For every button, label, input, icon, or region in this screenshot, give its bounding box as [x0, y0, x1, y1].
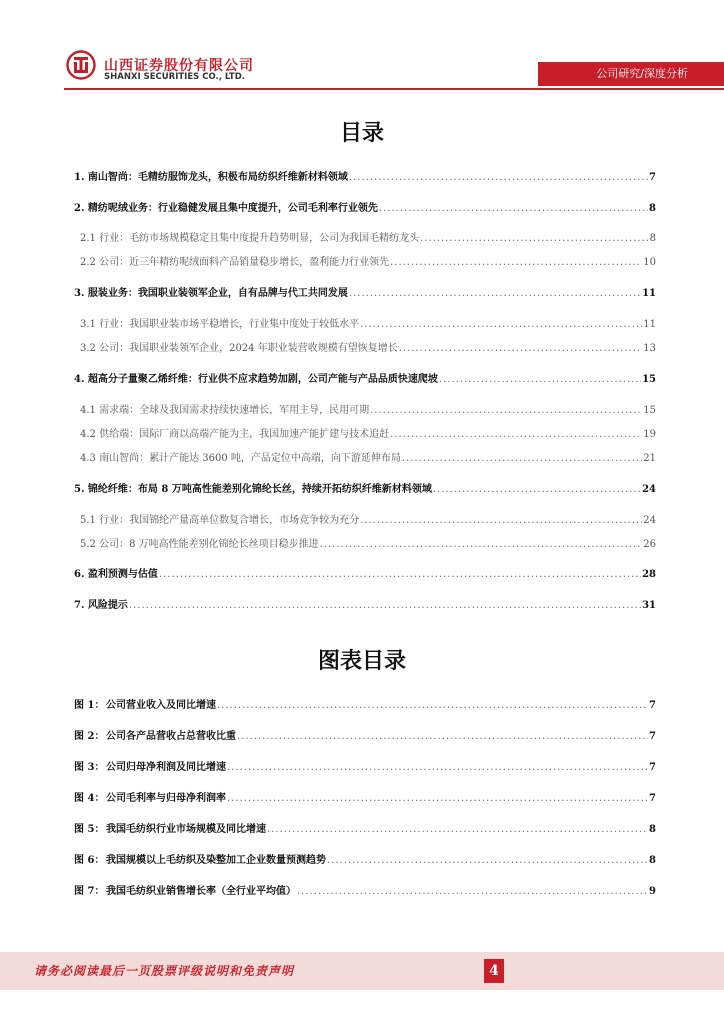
- figure-item-page: 7: [649, 762, 656, 773]
- toc-item-4-2[interactable]: [80, 426, 656, 440]
- figure-number: 图 4：: [74, 793, 105, 804]
- figure-item-7[interactable]: [74, 883, 656, 897]
- toc-item-page: 15: [643, 405, 656, 416]
- toc-leader-dots: [390, 257, 642, 268]
- figure-number: 图 1：: [74, 700, 105, 711]
- toc-item-page: 31: [642, 600, 656, 611]
- figure-item-page: 8: [649, 824, 656, 835]
- figure-item-label: [74, 727, 236, 742]
- toc-leader-dots: [227, 762, 648, 773]
- figure-caption: 公司各产品营收占总营收比重: [106, 731, 236, 742]
- toc-item-5[interactable]: [74, 481, 656, 495]
- toc-leader-dots: [129, 600, 641, 611]
- toc-leader-dots: [349, 172, 648, 183]
- toc-item-page: 7: [649, 172, 656, 183]
- page-number: 4: [484, 959, 504, 983]
- figure-caption: 我国毛纺织行业市场规模及同比增速: [106, 824, 266, 835]
- toc-item-label: 4.3 南山智尚：累计产能达 3600 吨，产品定位中高端，向下游延伸布局: [80, 453, 401, 464]
- figure-item-label: [74, 758, 226, 773]
- toc-item-page: 8: [649, 233, 656, 244]
- toc-item-1[interactable]: [74, 169, 656, 183]
- toc-leader-dots: [217, 700, 648, 711]
- toc-item-page: 24: [643, 515, 656, 526]
- toc-item-page: 11: [643, 319, 656, 330]
- figure-item-6[interactable]: [74, 852, 656, 866]
- company-logo-icon: [66, 50, 96, 80]
- toc-item-label: 2.1 行业：毛纺市场规模稳定且集中度提升趋势明显，公司为我国毛精纺龙头: [80, 233, 420, 244]
- toc-leader-dots: [379, 203, 648, 214]
- toc-item-3[interactable]: [74, 285, 656, 299]
- figure-item-3[interactable]: [74, 759, 656, 773]
- toc-leader-dots: [402, 453, 642, 464]
- figure-number: 图 3：: [74, 762, 105, 773]
- figure-number: 图 2：: [74, 731, 105, 742]
- toc-leader-dots: [433, 484, 641, 495]
- toc-item-label: 5. 锦纶纤维：布局 8 万吨高性能差别化锦纶长丝，持续开拓纺织纤维新材料领域: [74, 484, 432, 495]
- toc-item-label: 7. 风险提示: [74, 600, 128, 611]
- toc-leader-dots: [390, 429, 642, 440]
- company-name-en: SHANXI SECURITIES CO., LTD.: [104, 72, 246, 82]
- report-type-tag: 公司研究/深度分析: [596, 67, 688, 80]
- toc-leader-dots: [227, 793, 648, 804]
- company-name-cn: 山西证券股份有限公司: [104, 58, 254, 74]
- toc-item-label: 4. 超高分子量聚乙烯纤维：行业供不应求趋势加剧，公司产能与产品品质快速爬坡: [74, 374, 438, 385]
- figure-number: 图 7：: [74, 886, 105, 897]
- toc-leader-dots: [327, 855, 648, 866]
- toc-leader-dots: [420, 233, 649, 244]
- toc-item-label: 3.1 行业：我国职业装市场平稳增长，行业集中度处于较低水平: [80, 319, 360, 330]
- toc-leader-dots: [159, 569, 641, 580]
- footer-disclaimer: 请务必阅读最后一页股票评级说明和免责声明: [34, 964, 295, 978]
- toc-item-page: 24: [642, 484, 656, 495]
- toc-item-label: 5.1 行业：我国锦纶产量高单位数复合增长，市场竞争较为充分: [80, 515, 360, 526]
- figure-caption: 我国规模以上毛纺织及染整加工企业数量预测趋势: [106, 855, 326, 866]
- toc-item-page: 8: [649, 203, 656, 214]
- toc-item-label: 4.2 供给端：国际厂商以高端产能为主，我国加速产能扩建与技术追赶: [80, 429, 390, 440]
- toc-item-4[interactable]: [74, 371, 656, 385]
- toc-item-page: 28: [642, 569, 656, 580]
- toc-leader-dots: [297, 886, 648, 897]
- toc-item-2[interactable]: [74, 200, 656, 214]
- toc-leader-dots: [237, 731, 648, 742]
- figure-item-2[interactable]: [74, 728, 656, 742]
- toc-item-page: 13: [643, 343, 656, 354]
- toc-item-3-1[interactable]: [80, 316, 656, 330]
- figure-item-page: 7: [649, 700, 656, 711]
- figure-number: 图 5：: [74, 824, 105, 835]
- figure-item-4[interactable]: [74, 790, 656, 804]
- toc-item-page: 19: [643, 429, 656, 440]
- toc-leader-dots: [370, 405, 642, 416]
- figure-item-page: 8: [649, 855, 656, 866]
- toc-item-4-1[interactable]: [80, 402, 656, 416]
- toc-leader-dots: [267, 824, 648, 835]
- figure-item-label: [74, 820, 266, 835]
- toc-leader-dots: [399, 343, 643, 354]
- toc-item-page: 11: [642, 288, 656, 299]
- figure-item-page: 7: [649, 731, 656, 742]
- toc-item-page: 26: [643, 539, 656, 550]
- toc-item-label: 2. 精纺呢绒业务：行业稳健发展且集中度提升，公司毛利率行业领先: [74, 203, 378, 214]
- figure-caption: 公司营业收入及同比增速: [106, 700, 216, 711]
- toc-item-5-2[interactable]: [80, 536, 656, 550]
- toc-item-5-1[interactable]: [80, 512, 656, 526]
- figure-caption: 公司毛利率与归母净利润率: [106, 793, 226, 804]
- toc-leader-dots: [320, 539, 643, 550]
- toc-title: 目录: [339, 120, 384, 146]
- toc-leader-dots: [349, 288, 641, 299]
- toc-item-page: 10: [643, 257, 656, 268]
- toc-item-label: 3.2 公司：我国职业装领军企业，2024 年职业装营收规模有望恢复增长: [80, 343, 398, 354]
- toc-item-label: 6. 盈利预测与估值: [74, 569, 158, 580]
- figure-item-label: [74, 882, 296, 897]
- toc-item-7[interactable]: [74, 597, 656, 611]
- toc-item-3-2[interactable]: [80, 340, 656, 354]
- toc-item-2-1[interactable]: [80, 230, 656, 244]
- figure-item-page: 7: [649, 793, 656, 804]
- toc-item-label: 3. 服装业务：我国职业装领军企业，自有品牌与代工共同发展: [74, 288, 348, 299]
- toc-item-page: 21: [643, 453, 656, 464]
- toc-item-4-3[interactable]: [80, 450, 656, 464]
- page-header: [0, 0, 724, 96]
- toc-leader-dots: [360, 515, 642, 526]
- toc-item-label: 2.2 公司：近三年精纺呢绒面料产品销量稳步增长，盈利能力行业领先: [80, 257, 390, 268]
- toc-item-label: 4.1 需求端：全球及我国需求持续快速增长，军用主导，民用可期: [80, 405, 370, 416]
- figure-item-page: 9: [649, 886, 656, 897]
- toc-leader-dots: [439, 374, 641, 385]
- header-divider: [64, 88, 724, 90]
- figure-item-1[interactable]: [74, 697, 656, 711]
- figure-item-5[interactable]: [74, 821, 656, 835]
- figure-caption: 我国毛纺织业销售增长率（全行业平均值）: [106, 886, 296, 897]
- figures-title: 图表目录: [317, 648, 406, 674]
- toc-item-page: 15: [642, 374, 656, 385]
- figure-item-label: [74, 696, 216, 711]
- figure-item-label: [74, 851, 326, 866]
- figure-item-label: [74, 789, 226, 804]
- figure-caption: 公司归母净利润及同比增速: [106, 762, 226, 773]
- toc-item-label: 5.2 公司：8 万吨高性能差别化锦纶长丝项目稳步推进: [80, 539, 319, 550]
- toc-item-2-2[interactable]: [80, 254, 656, 268]
- toc-item-6[interactable]: [74, 566, 656, 580]
- figure-number: 图 6：: [74, 855, 105, 866]
- toc-item-label: 1. 南山智尚：毛精纺服饰龙头，积极布局纺织纤维新材料领域: [74, 172, 348, 183]
- toc-leader-dots: [360, 319, 642, 330]
